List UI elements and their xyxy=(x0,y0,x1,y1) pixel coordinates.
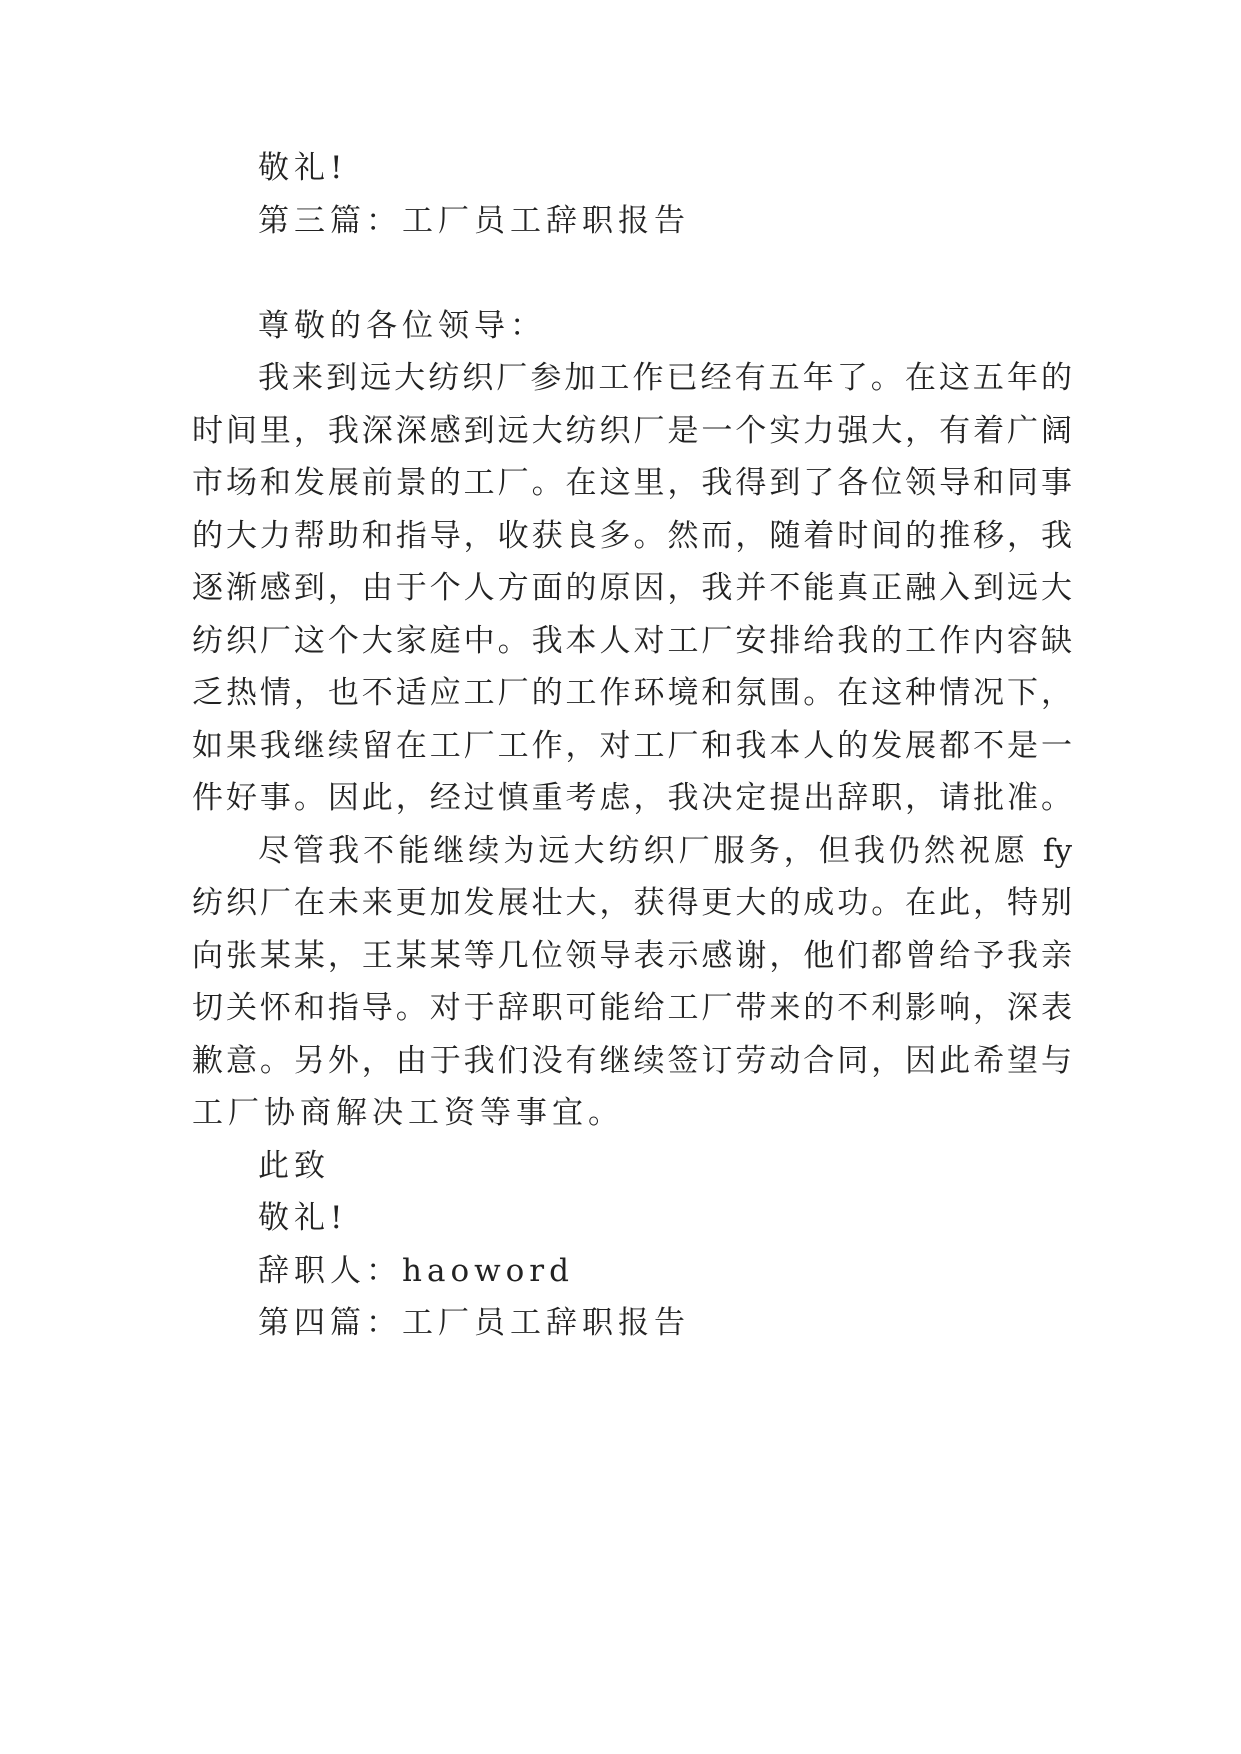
signature-line: 辞职人：haoword xyxy=(258,1253,574,1289)
section-title-3: 第三篇：工厂员工辞职报告 xyxy=(258,203,690,239)
section-title-4: 第四篇：工厂员工辞职报告 xyxy=(258,1305,690,1341)
paragraph-line: 纺织厂这个大家庭中。我本人对工厂安排给我的工作内容缺 xyxy=(192,623,1072,659)
paragraph-line: 件好事。因此，经过慎重考虑，我决定提出辞职，请批准。 xyxy=(192,780,1072,816)
paragraph-line: 乏热情，也不适应工厂的工作环境和氛围。在这种情况下， xyxy=(192,675,1072,711)
closing-line-1: 此致 xyxy=(258,1148,330,1184)
paragraph-line: 向张某某，王某某等几位领导表示感谢，他们都曾给予我亲 xyxy=(192,938,1072,974)
paragraph-line: 工厂协商解决工资等事宜。 xyxy=(192,1095,624,1131)
paragraph-line: 逐渐感到，由于个人方面的原因，我并不能真正融入到远大 xyxy=(192,570,1072,606)
paragraph-line: 歉意。另外，由于我们没有继续签订劳动合同，因此希望与 xyxy=(192,1043,1072,1079)
paragraph-line: 我来到远大纺织厂参加工作已经有五年了。在这五年的 xyxy=(258,360,1072,396)
paragraph-line: 如果我继续留在工厂工作，对工厂和我本人的发展都不是一 xyxy=(192,728,1072,764)
paragraph-line: 的大力帮助和指导，收获良多。然而，随着时间的推移，我 xyxy=(192,518,1072,554)
salutation: 尊敬的各位领导： xyxy=(258,308,546,344)
paragraph-line: 尽管我不能继续为远大纺织厂服务，但我仍然祝愿 fy xyxy=(258,833,1072,869)
closing-line-2: 敬礼! xyxy=(258,1200,348,1236)
paragraph-line: 市场和发展前景的工厂。在这里，我得到了各位领导和同事 xyxy=(192,465,1072,501)
closing-salute-previous: 敬礼! xyxy=(258,150,348,186)
paragraph-line: 切关怀和指导。对于辞职可能给工厂带来的不利影响，深表 xyxy=(192,990,1072,1026)
paragraph-line: 时间里，我深深感到远大纺织厂是一个实力强大，有着广阔 xyxy=(192,413,1072,449)
paragraph-line: 纺织厂在未来更加发展壮大，获得更大的成功。在此，特别 xyxy=(192,885,1072,921)
